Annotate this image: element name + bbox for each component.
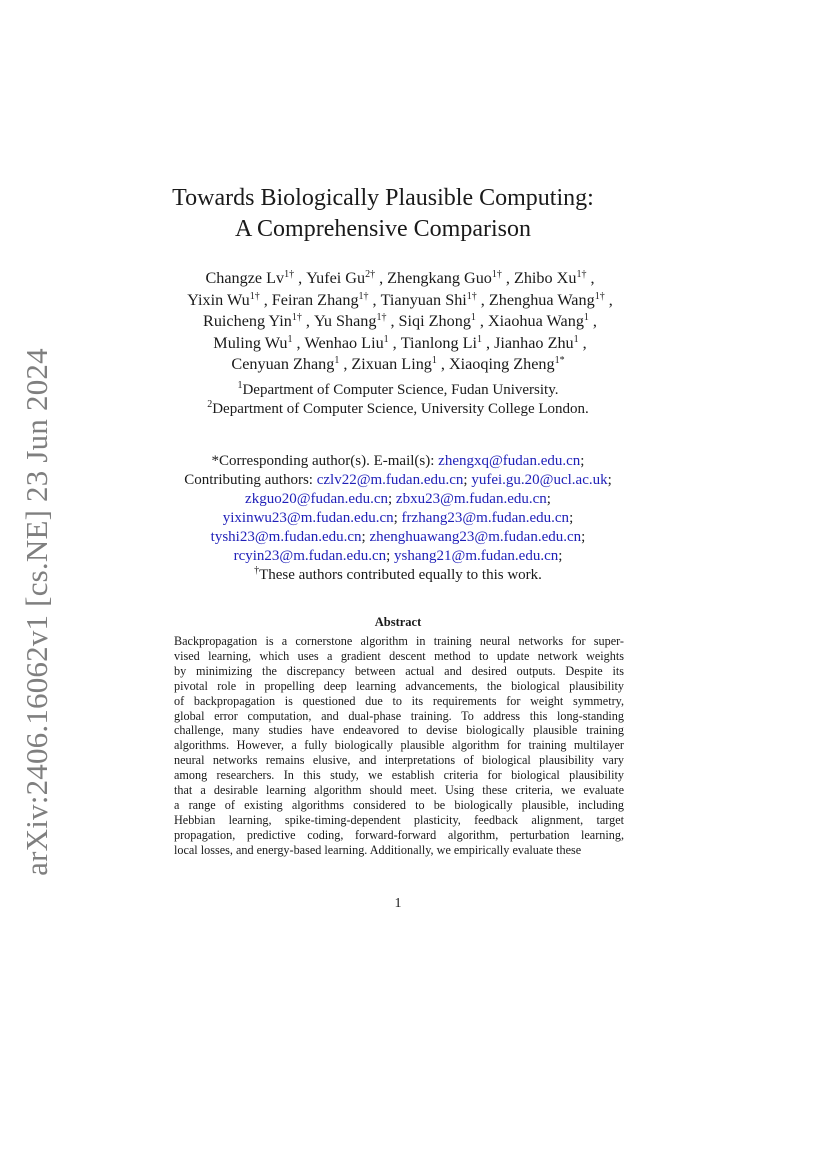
abstract-line: a range of existing algorithms considered to be biologically plausible, including [174, 797, 624, 812]
corresponding-line: *Corresponding author(s). E-mail(s): zhengxq@fudan.edu.cn; [211, 453, 585, 469]
author-name-text: Tianyuan Shi [380, 290, 467, 309]
corresponding-label: *Corresponding author(s). E-mail(s): [211, 453, 439, 469]
author-name-text: Yu Shang [313, 312, 377, 331]
author-name-text: Zixuan Ling [351, 355, 432, 374]
author-name-text: Feiran Zhang [271, 290, 359, 309]
correspondence-block [0, 452, 796, 585]
author-name [514, 269, 587, 287]
author-name [351, 355, 436, 373]
email-link[interactable]: frzhang23@m.fudan.edu.cn [401, 510, 570, 526]
author-affiliation-marker: 1 [431, 355, 437, 367]
author-affiliation-marker: 1 [383, 333, 389, 345]
page-number: 1 [394, 896, 402, 911]
author-affiliation-marker: 1† [576, 269, 587, 280]
author-name-text: Xiaoqing Zheng [448, 355, 555, 374]
author-line: Ruicheng Yin$^{1\dagger}$ , Yu Shang$^{1\dagger}$ , Siqi Zhong$^1$ , Xiaohua Wang$^1$ , [203, 312, 597, 331]
contributing-line-5: rcyin23@m.fudan.edu.cn; yshang21@m.fudan.edu.cn; [233, 548, 563, 564]
author-name [314, 312, 387, 330]
affiliations [0, 381, 796, 419]
author-affiliation-marker: 1† [466, 290, 477, 302]
email-link[interactable]: zkguo20@fudan.edu.cn [245, 491, 388, 507]
abstract-line: pivotal role in propelling deep learning advancements, the biological plausibility [174, 678, 624, 693]
contributing-line-4: tyshi23@m.fudan.edu.cn; zhenghuawang23@m.fudan.edu.cn; [210, 529, 586, 545]
abstract-line: global error computation, and dual-phase training. To address this long-standing [174, 708, 624, 723]
author-name-text: Jianhao Zhu [494, 333, 574, 352]
author-line: Changze $Lv^{1\dagger}$ , Yufei $Gu^{2\dagger}$ , Zhengkang Guo$^{1\dagger}$ , Zhibo $Xu^{1\dagger}$ , [205, 269, 595, 287]
affiliation-2-text: Department of Computer Science, University College London. [212, 401, 589, 417]
author-affiliation-marker: 1† [284, 269, 295, 280]
author-name [306, 269, 375, 287]
arxiv-identifier-stamp: arXiv:2406.16062v1 [cs.NE] 23 Jun 2024 [19, 348, 54, 876]
author-affiliation-marker: 2† [365, 269, 376, 280]
author-name [187, 291, 259, 309]
abstract-line: local losses, and energy-based learning. Additionally, we empirically evaluate these [174, 842, 582, 857]
contributing-line-2: zkguo20@fudan.edu.cn; zbxu23@m.fudan.edu.cn; [245, 491, 551, 507]
affiliation-1-text: Department of Computer Science, Fudan University. [242, 382, 559, 398]
author-name-text: Changze Lv [205, 269, 285, 287]
author-affiliation-marker: 1† [358, 290, 369, 302]
author-affiliation-marker: 1 [583, 312, 589, 324]
author-name [381, 291, 477, 309]
author-name-text: Yixin Wu [187, 290, 250, 309]
author-name [203, 312, 302, 330]
contributing-line-3: yixinwu23@m.fudan.edu.cn; frzhang23@m.fudan.edu.cn; [222, 510, 574, 526]
abstract-line: propagation, predictive coding, forward-forward algorithm, perturbation learning, [174, 827, 624, 842]
author-name-text: Yufei Gu [306, 269, 366, 287]
author-name [489, 291, 605, 309]
email-link[interactable]: yufei.gu.20@ucl.ac.uk [471, 472, 608, 488]
email-link[interactable]: tyshi23@m.fudan.edu.cn [210, 529, 362, 545]
author-affiliation-marker: 1† [594, 290, 605, 302]
author-name [449, 355, 565, 373]
author-affiliation-marker: 1 [287, 333, 293, 345]
author-name [231, 355, 339, 373]
equal-contribution-text: These authors contributed equally to this work. [259, 567, 542, 583]
abstract-body [174, 634, 624, 858]
author-name [305, 334, 389, 352]
author-line: Cenyuan Zhang$^1$ , Zixuan Ling$^1$ , Xiaoqing Zheng$^{1*}$ [231, 355, 565, 374]
author-name-text: Muling Wu [213, 333, 288, 352]
author-name-text: Tianlong Li [400, 333, 478, 352]
abstract-heading: Abstract [374, 615, 422, 629]
abstract-line: that a desirable learning algorithm should meet. Using these criteria, we evaluate [174, 783, 624, 798]
author-name [213, 334, 292, 352]
abstract-line: of backpropagation is questioned due to its requirements for weight symmetry, [174, 693, 624, 708]
author-affiliation-marker: 1 [334, 355, 340, 367]
email-link[interactable]: zhenghuawang23@m.fudan.edu.cn [369, 529, 582, 545]
email-link[interactable]: czlv22@m.fudan.edu.cn [316, 472, 464, 488]
corresponding-email-link[interactable]: zhengxq@fudan.edu.cn [438, 453, 581, 469]
author-list [0, 268, 796, 376]
title-line-1: Towards Biologically Plausible Computing: [172, 185, 594, 211]
affiliation-1-marker: 1 [237, 380, 243, 391]
author-name [399, 312, 476, 330]
author-name-text: Zhengkang Guo [387, 269, 492, 287]
author-name [272, 291, 369, 309]
abstract-line: Hebbian learning, spike-timing-dependent plasticity, feedback alignment, target [174, 812, 624, 827]
author-name-text: Cenyuan Zhang [231, 355, 335, 374]
author-affiliation-marker: 1† [291, 312, 302, 324]
author-name-text: Ruicheng Yin [203, 312, 292, 331]
affiliation-2 [0, 400, 796, 419]
author-affiliation-marker: 1 [477, 333, 483, 345]
email-link[interactable]: yshang21@m.fudan.edu.cn [394, 548, 559, 564]
author-name [387, 269, 502, 287]
email-link[interactable]: yixinwu23@m.fudan.edu.cn [222, 510, 394, 526]
author-name [494, 334, 579, 352]
author-line: Muling Wu$^1$ , Wenhao Liu$^1$ , Tianlong Li$^1$ , Jianhao Zhu$^1$ , [213, 333, 587, 352]
author-name [205, 269, 294, 287]
author-affiliation-marker: 1† [376, 312, 387, 324]
author-line: Yixin $Wu^{1\dagger}$ , Feiran Zhang$^{1\dagger}$ , Tianyuan Shi$^{1\dagger}$ , Zhenghua Wang$^{1\dagger}$ , [187, 290, 613, 309]
abstract-line: vised learning, which uses a gradient descent method to update network weights [174, 648, 624, 663]
author-affiliation-marker: 1* [554, 355, 565, 367]
email-link[interactable]: zbxu23@m.fudan.edu.cn [395, 491, 547, 507]
abstract-line: by minimizing the discrepancy between actual and desired outputs. Despite its [174, 663, 624, 678]
abstract-line: among researchers. In this study, we establish criteria for biological plausibility [174, 768, 624, 783]
author-name-text: Xiaohua Wang [487, 312, 584, 331]
abstract-line: neural networks remains elusive, and interpretations of biological plausibility vary [174, 753, 624, 768]
author-name [401, 334, 482, 352]
equal-contribution-note [0, 566, 796, 585]
author-name [488, 312, 589, 330]
contributing-label: Contributing authors: [184, 472, 317, 488]
author-name-text: Zhenghua Wang [488, 290, 595, 309]
abstract-line: Backpropagation is a cornerstone algorithm in training neural networks for super- [174, 634, 624, 648]
email-link[interactable]: rcyin23@m.fudan.edu.cn [233, 548, 387, 564]
author-name-text: Siqi Zhong [398, 312, 471, 331]
contributing-line-1: Contributing authors: czlv22@m.fudan.edu.cn; yufei.gu.20@ucl.ac.uk; [184, 472, 612, 488]
dagger-marker: † [254, 565, 260, 576]
abstract-line: algorithms. However, a fully biologically plausible algorithm for training multilayer [174, 738, 624, 753]
affiliation-1 [0, 381, 796, 400]
author-name-text: Zhibo Xu [513, 269, 577, 287]
author-affiliation-marker: 1 [470, 312, 476, 324]
affiliation-2-marker: 2 [207, 399, 213, 410]
author-affiliation-marker: 1† [491, 269, 502, 280]
author-name-text: Wenhao Liu [304, 333, 384, 352]
abstract-line: challenge, many studies have endeavored to devise biologically plausible training [174, 723, 624, 738]
author-affiliation-marker: 1† [249, 290, 260, 302]
paper-title [0, 183, 766, 245]
author-affiliation-marker: 1 [573, 333, 579, 345]
title-line-2: A Comprehensive Comparison [235, 216, 531, 242]
